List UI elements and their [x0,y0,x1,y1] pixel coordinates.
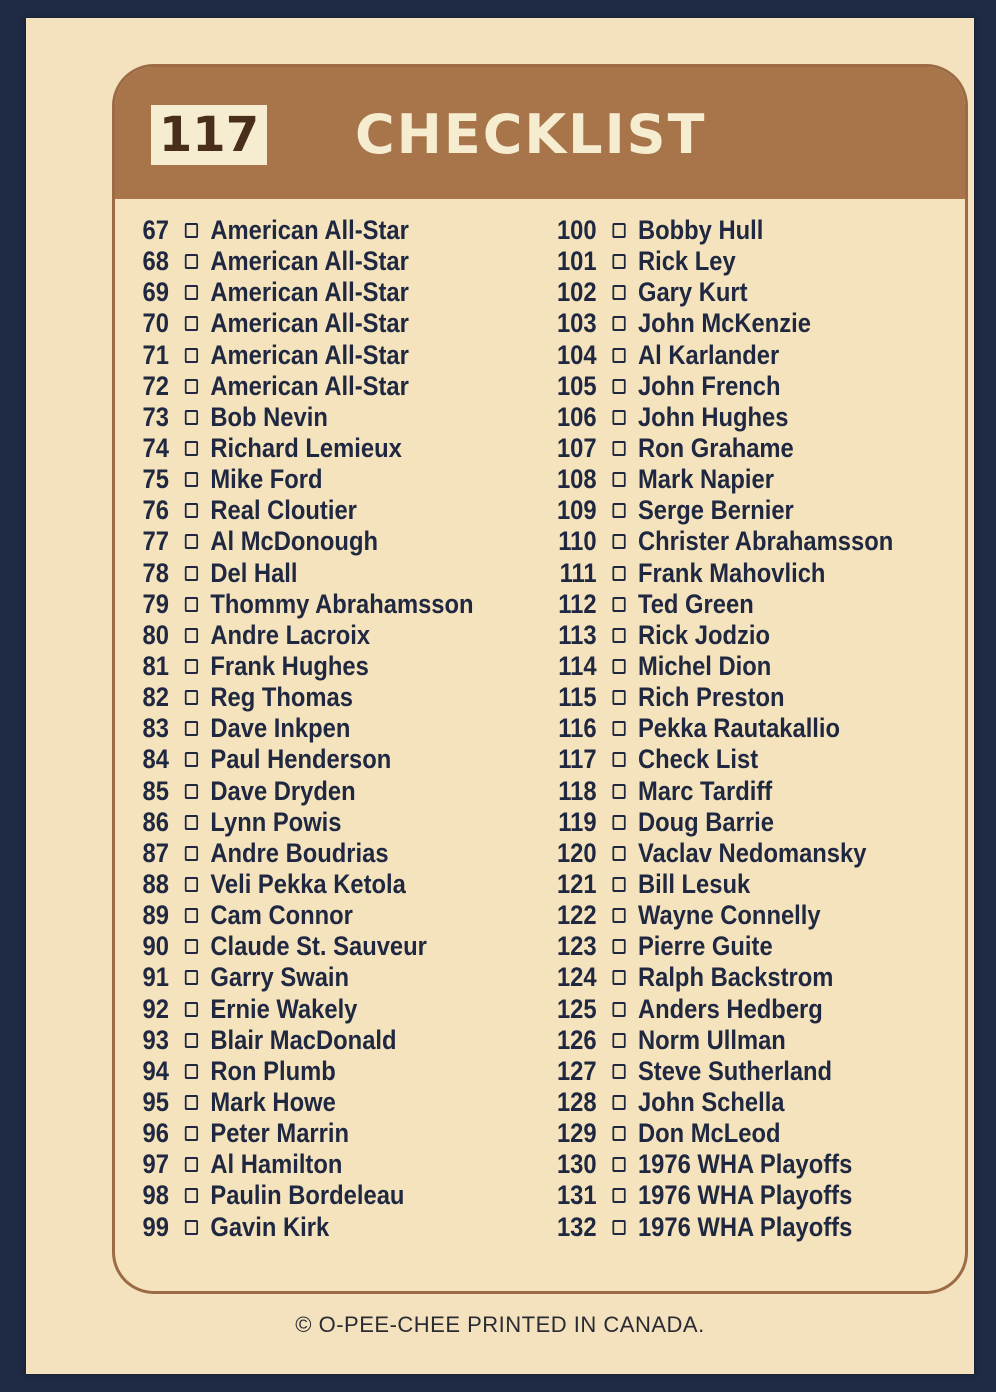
card-num: 131 [556,1180,597,1211]
card-num: 78 [142,557,169,588]
player-name: Ernie Wakely [210,993,358,1024]
player-name: Rick Jodzio [637,619,770,650]
checklist-left-column [125,215,545,1243]
checklist-row [535,371,905,402]
card-title: CHECKLIST [355,103,707,166]
player-name: Gary Kurt [637,277,748,308]
card-num: 82 [142,682,169,713]
checkbox[interactable] [185,254,198,269]
card-num: 102 [556,277,597,308]
checklist-row [535,776,905,807]
checkbox[interactable] [185,752,198,767]
player-name: Garry Swain [210,962,350,993]
player-name: Bob Nevin [210,401,328,432]
card-num: 119 [558,806,597,837]
checkbox[interactable] [612,410,625,425]
checkbox[interactable] [612,1157,625,1172]
checklist-row [125,589,495,620]
card-num: 105 [556,370,597,401]
card-frame [112,64,968,1294]
checkbox[interactable] [612,752,625,767]
checkbox[interactable] [185,939,198,954]
checklist-row [125,371,495,402]
checkbox[interactable] [185,379,198,394]
checklist-row [535,651,905,682]
player-name: Pierre Guite [637,931,773,962]
player-name: American All-Star [210,246,409,277]
checkbox[interactable] [612,316,625,331]
checkbox[interactable] [612,254,625,269]
player-name: John Hughes [637,401,789,432]
checkbox[interactable] [612,566,625,581]
checklist-row [125,402,495,433]
player-name: Richard Lemieux [210,433,402,464]
checkbox[interactable] [612,908,625,923]
checklist-row [125,1118,495,1149]
checkbox[interactable] [612,1188,625,1203]
player-name: Mark Howe [210,1087,336,1117]
player-name: American All-Star [210,277,409,308]
card-num: 116 [558,713,597,744]
checkbox[interactable] [612,659,625,674]
player-name: Wayne Connelly [637,900,821,931]
copyright-footer: © O-PEE-CHEE PRINTED IN CANADA. [295,1312,705,1337]
card-num: 126 [556,1024,597,1055]
checkbox[interactable] [612,1033,625,1048]
checkbox[interactable] [185,1157,198,1172]
checkbox[interactable] [612,285,625,300]
checkbox[interactable] [185,877,198,892]
checklist-row [125,1149,495,1180]
checkbox[interactable] [185,441,198,456]
checklist-row [535,1056,905,1087]
checkbox[interactable] [185,410,198,425]
card-num: 103 [556,308,597,339]
checklist-row [535,246,905,277]
player-name: 1976 WHA Playoffs [637,1149,853,1180]
checkbox[interactable] [185,566,198,581]
card-num: 125 [556,993,597,1024]
player-name: Paulin Bordeleau [210,1180,405,1211]
player-name: Marc Tardiff [637,775,773,806]
card-num: 73 [142,401,169,432]
checkbox[interactable] [612,815,625,830]
checkbox[interactable] [185,970,198,985]
player-name: Ted Green [637,588,754,619]
card-header [115,67,965,199]
player-name: Ron Grahame [637,433,794,464]
player-name: American All-Star [210,308,409,339]
player-name: Ron Plumb [210,1055,336,1086]
checkbox[interactable] [185,1126,198,1141]
checklist-row [535,713,905,744]
card-num: 74 [142,433,169,464]
checkbox[interactable] [612,970,625,985]
checklist-row [125,246,495,277]
player-name: American All-Star [210,215,409,246]
checkbox[interactable] [185,285,198,300]
checkbox[interactable] [185,316,198,331]
checklist-row [125,526,495,557]
player-name: Al Karlander [637,339,780,370]
checklist-row [535,277,905,308]
player-name: John McKenzie [637,308,811,339]
checkbox[interactable] [185,690,198,705]
card-number: 117 [151,105,267,165]
checklist-row [535,682,905,713]
player-name: John French [637,370,781,401]
card-num: 94 [142,1055,169,1086]
player-name: 1976 WHA Playoffs [637,1180,853,1211]
checklist-row [535,900,905,931]
checklist-row [535,744,905,775]
card-num: 85 [142,775,169,806]
checklist-right-column [535,215,955,1243]
checkbox[interactable] [185,1188,198,1203]
checklist-row [125,558,495,589]
checkbox[interactable] [612,503,625,518]
card-num: 120 [556,837,597,868]
checklist-row [125,869,495,900]
checklist-row [535,1149,905,1180]
player-name: Bobby Hull [637,215,764,246]
checklist-row [125,962,495,993]
checkbox[interactable] [185,846,198,861]
checklist-row [535,931,905,962]
player-name: Dave Inkpen [210,713,351,744]
checkbox[interactable] [612,690,625,705]
checkbox[interactable] [612,1002,625,1017]
player-name: Anders Hedberg [637,993,823,1024]
card-num: 80 [142,619,169,650]
checkbox[interactable] [612,877,625,892]
checklist-row [125,713,495,744]
card-num: 72 [142,370,169,401]
checklist-row [125,1180,495,1211]
card-num: 88 [142,869,169,900]
checklist-row [125,464,495,495]
card-num: 90 [142,931,169,962]
checklist-row [535,838,905,869]
card-num: 77 [142,526,169,557]
player-name: Paul Henderson [210,744,392,775]
checkbox[interactable] [185,223,198,238]
checklist-row [125,807,495,838]
card-num: 76 [142,495,169,526]
checklist-row [535,495,905,526]
card-num: 96 [142,1118,169,1149]
checklist-row [535,433,905,464]
checkbox[interactable] [185,348,198,363]
player-name: Peter Marrin [210,1118,350,1149]
player-name: Steve Sutherland [637,1055,833,1086]
card-num: 108 [556,464,597,495]
checklist-row [125,651,495,682]
player-name: American All-Star [210,339,409,370]
checkbox[interactable] [612,223,625,238]
card-num: 92 [142,993,169,1024]
checklist-row [125,931,495,962]
checkbox[interactable] [185,503,198,518]
card-num: 122 [556,900,597,931]
checkbox[interactable] [612,846,625,861]
checklist-row [125,215,495,246]
player-name: Rick Ley [637,246,736,277]
checklist-row [535,308,905,339]
checkbox[interactable] [612,1220,625,1235]
card-num: 129 [556,1118,597,1149]
checkbox[interactable] [185,1064,198,1079]
checklist-row [535,558,905,589]
checklist-row [125,433,495,464]
checkbox[interactable] [185,784,198,799]
card-num: 118 [558,775,597,806]
card-num: 112 [558,588,597,619]
checkbox[interactable] [612,472,625,487]
player-name: Al Hamilton [210,1149,343,1180]
card-num: 84 [142,744,169,775]
card-num: 68 [142,246,169,277]
card-num: 117 [558,744,597,775]
checklist-row [535,340,905,371]
card-num: 98 [142,1180,169,1211]
card-num: 69 [142,277,169,308]
checkbox[interactable] [612,597,625,612]
checklist-row [125,838,495,869]
player-name: Al McDonough [210,526,378,557]
card-num: 106 [556,401,597,432]
checkbox[interactable] [185,659,198,674]
card-num: 95 [142,1087,169,1117]
checklist-row [535,526,905,557]
card-num: 115 [558,682,597,713]
card-num: 132 [556,1211,597,1242]
player-name: John Schella [637,1087,785,1117]
card-num: 104 [556,339,597,370]
checkbox[interactable] [612,939,625,954]
player-name: Frank Mahovlich [637,557,826,588]
checklist-row [125,308,495,339]
checkbox[interactable] [185,1033,198,1048]
player-name: Del Hall [210,557,298,588]
checkbox[interactable] [612,348,625,363]
checklist-row [125,620,495,651]
card-num: 93 [142,1024,169,1055]
checklist-row [125,1056,495,1087]
player-name: Andre Lacroix [210,619,371,650]
card-num: 124 [556,962,597,993]
card-num: 123 [556,931,597,962]
checkbox[interactable] [185,815,198,830]
card-num: 113 [558,619,597,650]
checklist-row [125,1025,495,1056]
checkbox[interactable] [612,784,625,799]
player-name: Claude St. Sauveur [210,931,427,962]
card-num: 91 [142,962,169,993]
checkbox[interactable] [612,628,625,643]
checklist-row [125,495,495,526]
checklist-row [125,744,495,775]
checklist-row [535,807,905,838]
checklist-row [535,1025,905,1056]
card-num: 111 [559,557,597,588]
checkbox[interactable] [185,908,198,923]
checklist-row [535,1087,905,1118]
card-num: 67 [142,215,169,246]
player-name: Check List [637,744,759,775]
checklist-row [535,1180,905,1211]
checkbox[interactable] [185,1220,198,1235]
player-name: Serge Bernier [637,495,794,526]
checklist-row [535,962,905,993]
card-num: 71 [142,339,169,370]
card-num: 89 [142,900,169,931]
checkbox[interactable] [185,1095,198,1110]
player-name: Frank Hughes [210,651,369,682]
card-num: 83 [142,713,169,744]
card-num: 100 [556,215,597,246]
player-name: Ralph Backstrom [637,962,834,993]
card-num: 127 [556,1055,597,1086]
card-num: 114 [558,651,597,682]
checkbox[interactable] [185,628,198,643]
player-name: Pekka Rautakallio [637,713,841,744]
checkbox[interactable] [612,1095,625,1110]
card-num: 86 [142,806,169,837]
card-num: 75 [142,464,169,495]
checklist-row [125,340,495,371]
player-name: Andre Boudrias [210,837,389,868]
card-num: 81 [142,651,169,682]
player-name: Mark Napier [637,464,774,495]
card-num: 101 [556,246,597,277]
checklist-row [125,900,495,931]
checklist-row [125,277,495,308]
checklist-row [535,869,905,900]
checklist-row [125,994,495,1025]
card-num: 110 [558,526,597,557]
card-num: 130 [556,1149,597,1180]
card-num: 70 [142,308,169,339]
checklist-row [535,589,905,620]
player-name: Mike Ford [210,464,323,495]
player-name: Blair MacDonald [210,1024,397,1055]
checklist-row [535,464,905,495]
checkbox[interactable] [612,379,625,394]
player-name: Lynn Powis [210,806,342,837]
player-name: Rich Preston [637,682,785,713]
checkbox[interactable] [612,1064,625,1079]
player-name: Bill Lesuk [637,869,751,900]
player-name: Don McLeod [637,1118,781,1149]
checkbox[interactable] [185,597,198,612]
checklist-card [26,18,974,1374]
checkbox[interactable] [185,1002,198,1017]
card-num: 107 [556,433,597,464]
checkbox[interactable] [185,721,198,736]
card-num: 128 [556,1087,597,1117]
checkbox[interactable] [612,441,625,456]
card-num: 87 [142,837,169,868]
checkbox[interactable] [612,1126,625,1141]
card-num: 109 [556,495,597,526]
player-name: Norm Ullman [637,1024,786,1055]
checkbox[interactable] [185,472,198,487]
checklist-row [125,682,495,713]
card-num: 99 [142,1211,169,1242]
player-name: Doug Barrie [637,806,774,837]
checkbox[interactable] [612,534,625,549]
checklist-row [535,1118,905,1149]
player-name: Christer Abrahamsson [637,526,894,557]
checklist-row [125,1212,495,1243]
checkbox[interactable] [185,534,198,549]
player-name: American All-Star [210,370,409,401]
card-num: 121 [556,869,597,900]
card-num: 97 [142,1149,169,1180]
checklist-row [125,1087,495,1118]
checklist-row [535,1212,905,1243]
player-name: Vaclav Nedomansky [637,837,867,868]
player-name: Reg Thomas [210,682,353,713]
card-num: 79 [142,588,169,619]
checkbox[interactable] [612,721,625,736]
player-name: Thommy Abrahamsson [210,588,474,619]
player-name: Real Cloutier [210,495,357,526]
checklist-row [535,215,905,246]
player-name: Cam Connor [210,900,353,931]
player-name: Dave Dryden [210,775,356,806]
player-name: Veli Pekka Ketola [210,869,406,900]
checklist-row [535,994,905,1025]
player-name: 1976 WHA Playoffs [637,1211,853,1242]
checklist-row [125,776,495,807]
checklist-row [535,402,905,433]
checklist-row [535,620,905,651]
player-name: Gavin Kirk [210,1211,330,1242]
player-name: Michel Dion [637,651,772,682]
